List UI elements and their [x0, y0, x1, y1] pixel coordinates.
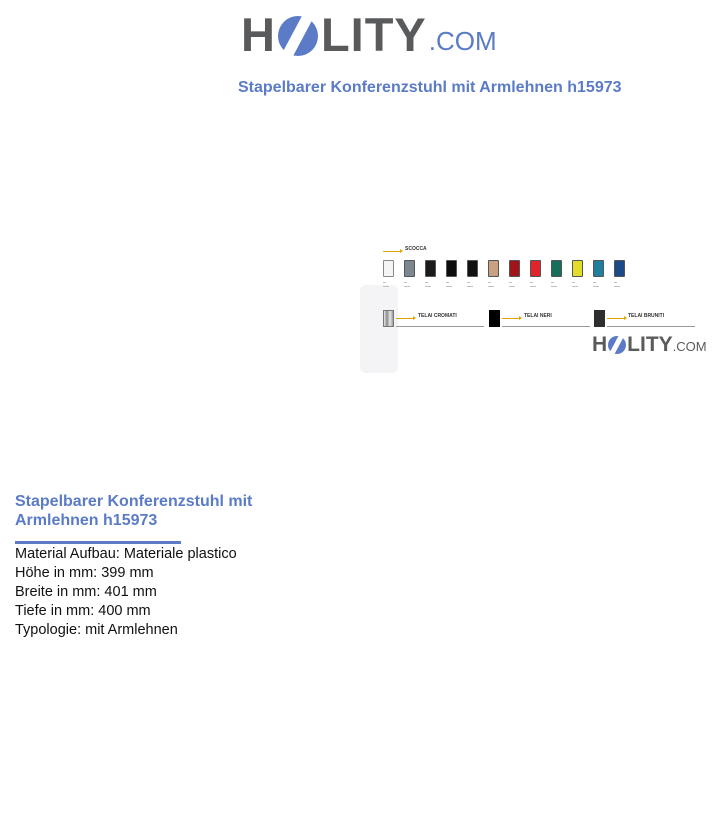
frame-black-swatch [489, 310, 500, 327]
color-swatch [383, 260, 394, 277]
swatch-caption: ▬ ▬▬ [425, 280, 431, 288]
swatch-caption: ▬ ▬▬ [551, 280, 557, 288]
logo-word-right: LITY [320, 8, 427, 61]
color-swatch [551, 260, 562, 277]
swatch-caption: ▬ ▬▬ [404, 280, 410, 288]
image-logo-suffix: .COM [672, 339, 707, 354]
title-underline [15, 541, 181, 544]
swatch-caption: ▬ ▬▬ [572, 280, 578, 288]
color-swatch [446, 260, 457, 277]
color-swatch [404, 260, 415, 277]
swatch-caption: ▬ ▬▬ [593, 280, 599, 288]
logo-word-left: H [241, 8, 276, 61]
spec-width: Breite in mm: 401 mm [15, 584, 157, 600]
color-swatch [425, 260, 436, 277]
color-swatch [614, 260, 625, 277]
arrow-icon [502, 318, 520, 319]
color-swatch [488, 260, 499, 277]
product-image [360, 225, 720, 375]
arrow-icon [396, 318, 414, 319]
holity-logo[interactable] [241, 10, 497, 60]
logo-suffix: .COM [428, 26, 497, 56]
spec-type: Typologie: mit Armlehnen [15, 622, 178, 638]
color-swatch [509, 260, 520, 277]
spec-height: Höhe in mm: 399 mm [15, 565, 154, 581]
chair-silhouette [360, 285, 398, 373]
image-logo-word-right: LITY [627, 333, 673, 356]
swatch-caption: ▬ ▬▬ [467, 280, 473, 288]
image-logo-word-left: H [592, 333, 608, 356]
frame-bronze-swatch [594, 310, 605, 327]
color-swatch [467, 260, 478, 277]
frame-chrome-label: TELAI CROMATI [418, 313, 457, 319]
frame-black-label: TELAI NERI [524, 313, 552, 319]
arrow-icon [607, 318, 625, 319]
image-logo [592, 334, 707, 356]
divider [502, 326, 590, 327]
section-label-shell: SCOCCA [405, 246, 427, 252]
spec-list [15, 545, 237, 640]
image-logo-o-icon [608, 336, 626, 354]
spec-depth: Tiefe in mm: 400 mm [15, 603, 151, 619]
frame-bronze-label: TELAI BRUNITI [628, 313, 665, 319]
divider [607, 326, 695, 327]
swatch-caption: ▬ ▬▬ [488, 280, 494, 288]
color-swatch [530, 260, 541, 277]
spec-material: Material Aufbau: Materiale plastico [15, 546, 237, 562]
swatch-caption: ▬ ▬▬ [383, 280, 389, 288]
swatch-caption: ▬ ▬▬ [509, 280, 515, 288]
page-title: Stapelbarer Konferenzstuhl mit Armlehnen h15973 [238, 79, 622, 96]
color-swatch [593, 260, 604, 277]
logo-o-icon [278, 16, 318, 56]
swatch-caption: ▬ ▬▬ [614, 280, 620, 288]
frame-chrome-swatch [383, 310, 394, 327]
divider [396, 326, 484, 327]
arrow-icon [383, 251, 401, 252]
swatch-caption: ▬ ▬▬ [446, 280, 452, 288]
color-swatch [572, 260, 583, 277]
swatch-caption: ▬ ▬▬ [530, 280, 536, 288]
product-title: Stapelbarer Konferenzstuhl mit Armlehnen h15973 [15, 493, 253, 529]
